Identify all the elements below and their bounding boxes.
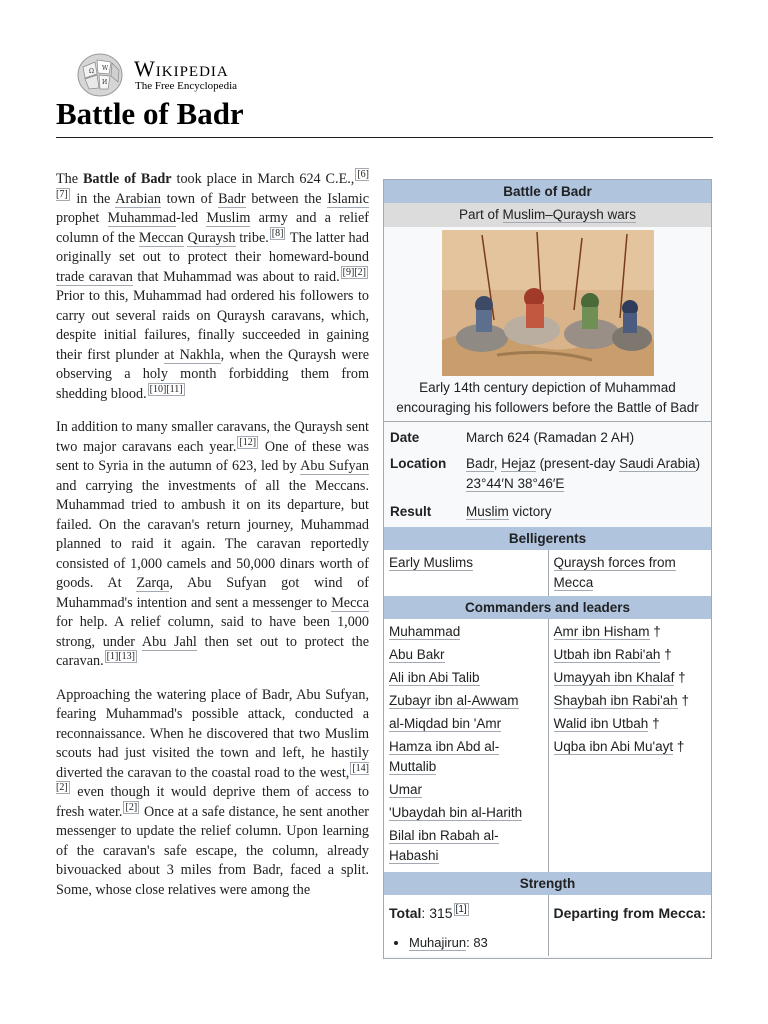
list-item [389,803,543,823]
link-meccan[interactable]: Meccan [138,229,184,246]
citation-ref[interactable]: [1][13] [106,651,135,663]
link-quraysh[interactable]: Quraysh [187,229,236,246]
battle-painting-image[interactable] [442,230,654,376]
commanders-row [384,619,711,872]
killed-dagger-icon: † [664,647,672,662]
paragraph-1: The Battle of Badr took place in March 624 C.E., [6][7] in the Arabian town of Badr between the Islamic prophet Muhammad-led Muslim army and a relief column of the Meccan Quraysh tribe. [8] The latter had originally set out to protect their homeward-bound trade caravan that Muhammad was about to raid. [9][2] Prior to this, Muhammad had ordered his followers to carry out several raids on Quraysh caravans, which, despite initial failures, finally succeeded in gaining their first plunder at Nakhla, when the Quraysh were observing a holy month forbidding them from shedding blood. [10][11] [56,169,370,402]
belligerents-row [384,550,711,596]
killed-dagger-icon: † [678,670,686,685]
commander-link[interactable]: Ali ibn Abi Talib [389,670,480,685]
commanders-muslim-list [384,619,548,872]
svg-text:И: И [102,79,108,86]
strength-row [384,895,711,956]
list-item [389,668,543,688]
commander-link[interactable]: Uqba ibn Abi Mu'ayt [553,739,674,754]
belligerent-quraysh [548,550,712,596]
date-label: Date [390,430,420,445]
link-muhammad[interactable]: Muhammad [107,210,177,226]
citation-ref[interactable]: [10][11] [149,383,183,395]
wikipedia-wordmark[interactable]: Wikipedia [134,56,229,81]
svg-text:W: W [102,65,109,72]
list-item [389,780,543,800]
commander-link[interactable]: al-Miqdad bin 'Amr [389,716,502,731]
link-trade-caravan[interactable]: trade caravan [56,268,133,285]
strength-quraysh [548,895,712,956]
result-value: Muslim victory [466,504,552,519]
list-item [554,668,707,688]
link-abu-jahl[interactable]: Abu Jahl [141,633,197,650]
list-item [554,645,707,665]
list-item [554,737,707,757]
list-item [554,691,707,711]
commander-link[interactable]: Bilal ibn Rabah al-Habashi [389,828,499,863]
infobox-title: Battle of Badr [384,180,711,203]
commanders-quraysh-list [548,619,712,872]
link-zarqa[interactable]: Zarqa [136,575,170,591]
commander-link[interactable]: Umar [389,782,422,797]
link-quraysh-forces[interactable]: Quraysh forces from Mecca [553,555,676,590]
citation-ref[interactable]: [9][2] [342,266,366,278]
citation-ref[interactable]: [1] [455,904,467,916]
infobox-image-caption: Early 14th century depiction of Muhammad encouraging his followers before the Battle of Badr [396,380,699,415]
infobox-row-date [384,422,711,452]
list-item: • Muhajirun: 83 [409,933,543,953]
location-label: Location [390,456,447,471]
belligerents-header: Belligerents [384,527,711,550]
link-badr-location[interactable]: Badr [466,456,494,471]
infobox-subtitle: Part of Muslim–Quraysh wars [384,203,711,227]
link-abu-sufyan[interactable]: Abu Sufyan [300,458,369,474]
date-value: March 624 (Ramadan 2 AH) [466,430,635,445]
citation-ref[interactable]: [14][2] [56,762,369,794]
strength-list [389,933,543,953]
link-badr[interactable]: Badr [218,190,246,207]
commander-link[interactable]: Umayyah ibn Khalaf [553,670,675,685]
commander-link[interactable]: Hamza ibn Abd al-Muttalib [389,739,500,774]
list-item [389,826,543,866]
commander-link[interactable]: 'Ubaydah bin al-Harith [389,805,523,820]
commander-link[interactable]: Zubayr ibn al-Awwam [389,693,519,708]
departing-label: Departing from Mecca: [553,905,706,921]
paragraph-3: Approaching the watering place of Badr, Abu Sufyan, fearing Muhammad's possible attack, conducted a reconnaissance. When he discovered that two Muslim scouts had just visited the town and left, he hastily diverted the caravan to the coastal road to the west, [14][2] even though it would deprive them of access to fresh water. [2] Once at a safe distance, he sent another messenger to update the relief column. Upon learning of the caravan's safe escape, the column, already bivouacked about 3 miles from Badr, faced a split. Some, whose close relatives were among the [56,686,369,898]
infobox-row-location [384,452,711,498]
article-body [56,170,369,914]
link-nakhla[interactable]: at Nakhla [164,346,221,363]
title-divider [56,137,713,138]
list-item [389,691,543,711]
link-muslim-result[interactable]: Muslim [466,504,509,519]
citation-ref[interactable]: [2] [125,801,138,813]
killed-dagger-icon: † [653,624,661,639]
paragraph-2: In addition to many smaller caravans, the Quraysh sent two major caravans each year. [12] One of these was sent to Syria in the autumn of 623, led by Abu Sufyan and carrying the investments of all the Meccans. Muhammad tried to ambush it on its departure, but failed. On the caravan's return journey, Muhammad planned to raid it again. The caravan reportedly consisted of 1,000 camels and 50,000 dinars worth of goods. At Zarqa, Abu Sufyan got wind of Muhammad's intention and sent a messenger to Mecca for help. A relief column, said to have been 1,000 strong, under Abu Jahl then set out to protect the caravan. [1][13] [56,419,369,669]
commander-link[interactable]: Muhammad [389,624,461,639]
link-arabian[interactable]: Arabian [115,190,161,207]
list-item [389,737,543,777]
bold-term: Battle of Badr [82,171,172,187]
commander-link[interactable]: Utbah ibn Rabi'ah [553,647,661,662]
killed-dagger-icon: † [681,693,689,708]
svg-text:Ω: Ω [89,68,94,75]
link-muslim[interactable]: Muslim [206,210,251,226]
citation-ref[interactable]: [8] [271,227,284,239]
strength-header: Strength [384,872,711,895]
infobox-row-result [384,498,711,527]
list-item [389,645,543,665]
infobox [383,179,712,959]
list-item [389,622,543,642]
total-label: Total [389,905,422,921]
link-muhajirun[interactable]: Muhajirun [409,935,467,950]
citation-ref[interactable]: [6][7] [56,169,370,200]
list-item [554,622,707,642]
killed-dagger-icon: † [676,739,685,754]
result-label: Result [390,504,432,519]
infobox-image-container [384,227,711,376]
list-item [554,714,707,734]
commander-link[interactable]: Walid ibn Utbah [553,716,649,731]
commander-link[interactable]: Shaybah ibn Rabi'ah [553,693,678,708]
commander-link[interactable]: Amr ibn Hisham [553,624,650,639]
link-saudi-arabia[interactable]: Saudi Arabia [619,456,696,471]
link-early-muslims[interactable]: Early Muslims [389,555,474,570]
commanders-header: Commanders and leaders [384,596,711,619]
wikipedia-globe-logo[interactable] [75,52,125,98]
list-item [389,714,543,734]
total-value: 315 [429,905,453,921]
citation-ref[interactable]: [12] [239,436,257,448]
belligerent-muslims [384,550,548,596]
commander-link[interactable]: Abu Bakr [389,647,445,662]
link-muslim-quraysh-wars[interactable]: Muslim–Quraysh wars [502,207,637,222]
strength-muslim: Total: 315 [1] • Muhajirun: 83 [384,895,548,956]
killed-dagger-icon: † [652,716,660,731]
link-mecca[interactable]: Mecca [331,594,369,611]
link-islamic[interactable]: Islamic [327,190,369,207]
location-value: Badr, Hejaz (present-day Saudi Arabia) 23°44′N 38°46′E [466,456,701,491]
link-hejaz[interactable]: Hejaz [501,456,536,471]
wikipedia-tagline: The Free Encyclopedia [135,80,238,92]
coordinates-link[interactable]: 23°44′N 38°46′E [466,476,565,491]
page-title: Battle of Badr [56,96,244,131]
